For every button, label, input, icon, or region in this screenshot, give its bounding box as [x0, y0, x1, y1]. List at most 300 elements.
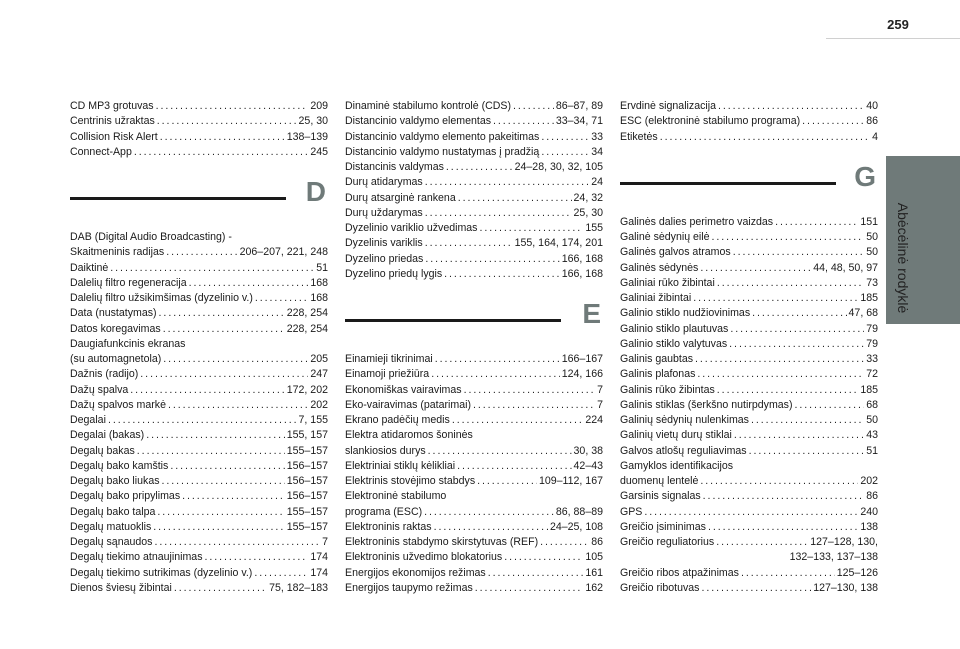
- leader-dots: [660, 130, 870, 145]
- index-entry: [70, 145, 328, 160]
- index-pages: 127–128, 130,: [810, 536, 878, 548]
- index-pages: 166, 168: [561, 252, 603, 265]
- section-rule: [70, 197, 286, 200]
- index-term: Dinaminė stabilumo kontrolė (CDS): [345, 100, 512, 112]
- leader-dots: [255, 291, 308, 306]
- index-term: Dyzelinio variklio užvedimas: [345, 222, 478, 234]
- index-pages: 24, 32: [573, 191, 603, 204]
- index-pages: 42–43: [573, 459, 603, 472]
- index-entry: [70, 306, 328, 321]
- index-pages: 51: [316, 261, 328, 274]
- index-pages: 86: [866, 490, 878, 503]
- index-entry: [70, 276, 328, 291]
- side-tab-label: Abėcėlinė rodyklė: [895, 202, 911, 314]
- index-term: duomenų lentelė: [620, 475, 699, 487]
- index-pages: 247: [310, 368, 328, 381]
- index-term: Galinio stiklo nudžiovinimas: [620, 307, 751, 320]
- leader-dots: [425, 236, 513, 251]
- index-term: Degalų sąnaudos: [70, 536, 153, 548]
- leader-dots: [189, 276, 309, 291]
- index-entry: [620, 444, 878, 459]
- index-pages: 7: [597, 383, 603, 396]
- index-entry: [70, 535, 328, 550]
- leader-dots: [477, 474, 537, 489]
- index-term: Galiniai rūko žibintai: [620, 276, 715, 289]
- index-pages: 44, 48, 50, 97: [813, 261, 878, 274]
- index-term: Dažnis (radijo): [70, 368, 139, 381]
- index-term: Energijos taupymo režimas: [345, 581, 473, 594]
- index-term: Galinės galvos atramos: [620, 246, 731, 259]
- index-pages: 24: [591, 176, 603, 189]
- index-entry: [345, 99, 603, 114]
- leader-dots: [716, 535, 808, 550]
- index-entry: [345, 252, 603, 267]
- leader-dots: [541, 130, 589, 145]
- index-term: Dažų spalva: [70, 383, 129, 396]
- index-entry-line: Daugiafunkcinis ekranas: [70, 337, 186, 350]
- index-entry: [620, 306, 878, 321]
- index-pages: 125–126: [836, 566, 878, 579]
- index-pages: 168: [310, 292, 328, 304]
- section-header: [620, 145, 878, 215]
- index-term: Distancinio valdymo elemento pakeitimas: [345, 130, 540, 143]
- index-column-1: [70, 99, 328, 596]
- index-term: Degalų bako liukas: [70, 475, 160, 487]
- index-entry: [70, 550, 328, 565]
- index-pages: 7: [597, 398, 603, 411]
- index-entry: [345, 236, 603, 251]
- index-pages: 166–167: [561, 353, 603, 365]
- index-pages: 155, 157: [286, 429, 328, 442]
- index-entry: [345, 191, 603, 206]
- index-entry: [620, 428, 878, 443]
- leader-dots: [428, 444, 572, 459]
- index-pages: 174: [310, 566, 328, 579]
- index-pages: 50: [866, 246, 878, 259]
- index-term: Durų atsarginė rankena: [345, 191, 456, 204]
- index-term: Etiketės: [620, 130, 658, 143]
- index-term: Degalų matuoklis: [70, 520, 152, 533]
- index-entry: [345, 352, 603, 367]
- index-entry: [620, 230, 878, 245]
- index-entry: [345, 130, 603, 145]
- index-pages: 72: [866, 368, 878, 381]
- leader-dots: [130, 383, 284, 398]
- section-letter: D: [305, 176, 326, 207]
- index-entry: [620, 245, 878, 260]
- leader-dots: [493, 114, 554, 129]
- index-entry: [620, 520, 878, 535]
- index-pages: 24–25, 108: [549, 520, 603, 533]
- index-entry: [345, 145, 603, 160]
- index-entry: [620, 114, 878, 129]
- index-term: Durų uždarymas: [345, 206, 423, 219]
- index-pages: 168: [310, 276, 328, 289]
- leader-dots: [700, 474, 858, 489]
- index-entry: [70, 413, 328, 428]
- index-term: Einamoji priežiūra: [345, 368, 430, 381]
- index-pages: 86–87, 89: [555, 100, 603, 112]
- index-entry: [70, 261, 328, 276]
- index-entry: [620, 367, 878, 382]
- index-term: Ekonomiškas vairavimas: [345, 383, 462, 396]
- index-entry: [345, 535, 603, 550]
- index-entry: [70, 322, 328, 337]
- index-entry: [620, 581, 878, 596]
- index-entry: [620, 383, 878, 398]
- index-pages: 166, 168: [561, 267, 603, 280]
- leader-dots: [795, 398, 865, 413]
- index-entry: [70, 520, 328, 535]
- leader-dots: [163, 352, 308, 367]
- index-entry: [620, 474, 878, 489]
- index-entry: [345, 581, 603, 596]
- index-entry: [345, 160, 603, 175]
- index-term: Greičio ribotuvas: [620, 581, 700, 594]
- index-entry: [70, 581, 328, 596]
- index-entry: [345, 474, 603, 489]
- leader-dots: [174, 581, 267, 596]
- index-term: Degalai (bakas): [70, 429, 145, 442]
- index-pages: 224: [585, 414, 603, 426]
- leader-dots: [157, 114, 297, 129]
- index-entry: [345, 267, 603, 282]
- leader-dots: [733, 245, 865, 260]
- leader-dots: [435, 352, 560, 367]
- index-entry: [70, 474, 328, 489]
- section-letter: E: [582, 298, 601, 329]
- index-term: Galinis stiklas (šerkšno nutirpdymas): [620, 398, 793, 411]
- leader-dots: [425, 206, 572, 221]
- index-entry: [70, 489, 328, 504]
- index-entry: [345, 206, 603, 221]
- index-pages: 155–157: [286, 444, 328, 457]
- leader-dots: [712, 230, 865, 245]
- leader-dots: [802, 114, 864, 129]
- index-term: Elektrinis stovėjimo stabdys: [345, 475, 476, 487]
- index-term: Galinių sėdynių nulenkimas: [620, 414, 749, 426]
- section-rule: [345, 319, 561, 322]
- leader-dots: [162, 474, 285, 489]
- index-term: Garsinis signalas: [620, 490, 701, 503]
- leader-dots: [140, 367, 308, 382]
- index-term: Galinis plafonas: [620, 368, 696, 381]
- leader-dots: [425, 175, 589, 190]
- index-pages: 202: [310, 398, 328, 411]
- index-pages: 105: [585, 551, 603, 564]
- index-pages: 7, 155: [298, 414, 328, 426]
- leader-dots: [488, 566, 584, 581]
- index-term: Elektroninis užvedimo blokatorius: [345, 551, 503, 564]
- index-term: ESC (elektroninė stabilumo programa): [620, 115, 801, 128]
- index-pages: 33–34, 71: [555, 115, 603, 128]
- index-entry: [345, 413, 603, 428]
- leader-dots: [513, 99, 554, 114]
- leader-dots: [444, 267, 560, 282]
- leader-dots: [446, 160, 513, 175]
- leader-dots: [254, 566, 308, 581]
- leader-dots: [541, 145, 589, 160]
- leader-dots: [718, 99, 864, 114]
- index-term: Dalelių filtro regeneracija: [70, 276, 187, 289]
- index-term: Distancinio valdymo elementas: [345, 115, 492, 128]
- index-pages: 174: [310, 551, 328, 564]
- index-term: Galinis gaubtas: [620, 353, 694, 365]
- index-pages: 240: [860, 505, 878, 518]
- leader-dots: [749, 444, 865, 459]
- index-pages: 228, 254: [286, 307, 328, 320]
- index-pages: 205: [310, 353, 328, 365]
- index-entry: [70, 383, 328, 398]
- index-term: Galinė sėdynių eilė: [620, 231, 710, 243]
- index-entry: [345, 550, 603, 565]
- index-term: Dienos šviesų žibintai: [70, 581, 172, 594]
- index-term: programa (ESC): [345, 505, 423, 518]
- index-entry: [70, 245, 328, 260]
- index-term: Degalų bako talpa: [70, 505, 156, 518]
- leader-dots: [775, 215, 858, 230]
- index-pages: 33: [866, 353, 878, 365]
- leader-dots: [153, 520, 284, 535]
- leader-dots: [166, 245, 237, 260]
- index-term: Galiniai žibintai: [620, 292, 692, 304]
- index-entry: [70, 130, 328, 145]
- index-pages: 245: [310, 145, 328, 158]
- index-pages-continued: 132–133, 137–138: [789, 551, 878, 564]
- index-pages: 43: [866, 429, 878, 442]
- leader-dots: [700, 261, 811, 276]
- leader-dots: [146, 428, 285, 443]
- leader-dots: [182, 489, 285, 504]
- index-entry: [620, 291, 878, 306]
- index-term: Data (nustatymas): [70, 307, 157, 320]
- index-entry: [70, 459, 328, 474]
- leader-dots: [156, 99, 309, 114]
- index-term: Galinės sėdynės: [620, 261, 699, 274]
- index-entry: [345, 505, 603, 520]
- index-entry-line: Elektroninė stabilumo: [345, 490, 447, 503]
- leader-dots: [473, 398, 595, 413]
- index-pages: 162: [585, 581, 603, 594]
- index-term: Dyzelino priedas: [345, 252, 424, 265]
- index-term: Galinių vietų durų stiklai: [620, 429, 732, 442]
- index-term: Greičio ribos atpažinimas: [620, 566, 739, 579]
- section-header: [70, 160, 328, 230]
- leader-dots: [741, 566, 835, 581]
- index-term: Galinės dalies perimetro vaizdas: [620, 215, 774, 228]
- index-term: Collision Risk Alert: [70, 130, 158, 143]
- section-letter: G: [854, 160, 876, 192]
- leader-dots: [475, 581, 584, 596]
- index-pages: 50: [866, 414, 878, 426]
- index-entry: [620, 130, 878, 145]
- index-entry: [345, 221, 603, 236]
- index-term: (su automagnetola): [70, 353, 162, 365]
- index-term: Degalų bako pripylimas: [70, 490, 181, 503]
- index-term: Energijos ekonomijos režimas: [345, 566, 486, 579]
- index-term: Dalelių filtro užsikimšimas (dyzelinio v.): [70, 292, 253, 304]
- leader-dots: [695, 352, 864, 367]
- index-entry: [620, 535, 878, 550]
- leader-dots: [701, 581, 811, 596]
- index-pages: 209: [310, 100, 328, 112]
- index-entry: [345, 444, 603, 459]
- index-entry: [345, 114, 603, 129]
- index-term: CD MP3 grotuvas: [70, 100, 154, 112]
- leader-dots: [170, 459, 284, 474]
- index-entry: [70, 367, 328, 382]
- index-pages: 79: [866, 322, 878, 335]
- leader-dots: [644, 505, 858, 520]
- index-term: Degalų bakas: [70, 444, 135, 457]
- leader-dots: [137, 444, 285, 459]
- index-entry: [620, 489, 878, 504]
- index-entry: [620, 276, 878, 291]
- index-pages: 51: [866, 444, 878, 457]
- leader-dots: [452, 413, 583, 428]
- index-entry: [70, 566, 328, 581]
- index-pages: 161: [585, 566, 603, 579]
- index-term: Centrinis užraktas: [70, 115, 155, 128]
- index-term: Greičio įsiminimas: [620, 520, 706, 533]
- leader-dots: [734, 428, 864, 443]
- leader-dots: [160, 130, 285, 145]
- index-pages: 156–157: [286, 475, 328, 487]
- index-pages: 40: [866, 100, 878, 112]
- index-pages: 124, 166: [561, 368, 603, 381]
- leader-dots: [431, 367, 560, 382]
- leader-dots: [205, 550, 309, 565]
- index-column-2: [345, 99, 603, 596]
- index-term: Ervdinė signalizacija: [620, 100, 716, 112]
- index-entry: [70, 352, 328, 367]
- index-entry: [345, 383, 603, 398]
- index-pages: 86: [591, 536, 603, 548]
- leader-dots: [168, 398, 308, 413]
- index-pages: 202: [860, 475, 878, 487]
- leader-dots: [504, 550, 583, 565]
- index-column-3: [620, 99, 878, 596]
- index-pages: 151: [860, 215, 878, 228]
- index-pages: 79: [866, 337, 878, 350]
- index-entry: [70, 428, 328, 443]
- index-pages: 228, 254: [286, 322, 328, 335]
- leader-dots: [479, 221, 583, 236]
- index-entry: [620, 398, 878, 413]
- leader-dots: [729, 337, 864, 352]
- index-term: Elektroninis stabdymo skirstytuvas (REF): [345, 536, 539, 548]
- index-pages: 86: [866, 115, 878, 128]
- index-pages: 138–139: [286, 130, 328, 143]
- index-pages: 24–28, 30, 32, 105: [514, 161, 603, 173]
- index-entry: [620, 261, 878, 276]
- leader-dots: [434, 520, 548, 535]
- index-entry: [620, 322, 878, 337]
- index-pages: 33: [591, 130, 603, 143]
- index-pages: 25, 30: [573, 206, 603, 219]
- index-pages: 109–112, 167: [538, 475, 603, 487]
- index-entry: [345, 459, 603, 474]
- leader-dots: [108, 413, 297, 428]
- index-entry: [345, 520, 603, 535]
- index-term: Greičio reguliatorius: [620, 536, 715, 548]
- leader-dots: [134, 145, 308, 160]
- index-term: Dyzelinis variklis: [345, 237, 423, 250]
- leader-dots: [730, 322, 864, 337]
- section-header: [345, 282, 603, 352]
- index-entry: [70, 444, 328, 459]
- leader-dots: [708, 520, 858, 535]
- index-pages: 75, 182–183: [269, 581, 328, 594]
- index-term: Galvos atlošų reguliavimas: [620, 444, 747, 457]
- index-entry: [620, 505, 878, 520]
- leader-dots: [703, 489, 865, 504]
- index-pages: 25, 30: [298, 115, 328, 128]
- index-pages: 127–130, 138: [813, 581, 878, 594]
- leader-dots: [717, 383, 859, 398]
- index-entry: [620, 215, 878, 230]
- index-pages: 47, 68: [848, 307, 878, 320]
- index-pages: 7: [322, 536, 328, 548]
- index-term: Elektroninis raktas: [345, 520, 432, 533]
- header-rule: [826, 38, 960, 39]
- leader-dots: [163, 322, 285, 337]
- leader-dots: [157, 505, 284, 520]
- index-term: Datos koregavimas: [70, 322, 161, 335]
- index-term: Distancinio valdymo nustatymas į pradžią: [345, 145, 540, 158]
- leader-dots: [464, 383, 596, 398]
- index-entry: [70, 398, 328, 413]
- index-pages: 155–157: [286, 505, 328, 518]
- leader-dots: [457, 459, 571, 474]
- index-term: Daiktinė: [70, 261, 109, 274]
- index-term: Dyzelino priedų lygis: [345, 267, 443, 280]
- index-entry: [345, 367, 603, 382]
- index-term: Durų atidarymas: [345, 176, 423, 189]
- leader-dots: [717, 276, 864, 291]
- index-pages: 4: [872, 130, 878, 143]
- index-term: Degalų tiekimo atnaujinimas: [70, 551, 203, 564]
- leader-dots: [110, 261, 314, 276]
- page-number: 259: [887, 17, 909, 32]
- index-pages: 86, 88–89: [555, 505, 603, 518]
- index-term: Ekrano padėčių medis: [345, 414, 450, 426]
- index-pages: 50: [866, 231, 878, 243]
- index-term: Connect-App: [70, 145, 132, 158]
- section-rule: [620, 182, 836, 185]
- leader-dots: [693, 291, 858, 306]
- index-entry: [70, 291, 328, 306]
- index-pages: 156–157: [286, 459, 328, 472]
- index-pages: 155–157: [286, 520, 328, 533]
- index-term: Skaitmeninis radijas: [70, 246, 165, 259]
- index-term: Einamieji tikrinimai: [345, 353, 433, 365]
- index-pages: 156–157: [286, 490, 328, 503]
- index-term: Dažų spalvos markė: [70, 398, 166, 411]
- leader-dots: [697, 367, 864, 382]
- leader-dots: [424, 505, 554, 520]
- index-pages: 185: [860, 383, 878, 396]
- leader-dots: [540, 535, 589, 550]
- index-entry-line: Gamyklos identifikacijos: [620, 459, 734, 472]
- index-entry-line: DAB (Digital Audio Broadcasting) -: [70, 231, 232, 243]
- index-pages: 155, 164, 174, 201: [514, 237, 603, 250]
- index-pages: 155: [585, 222, 603, 234]
- index-entry: [70, 114, 328, 129]
- leader-dots: [154, 535, 320, 550]
- index-term: Elektriniai stiklų kėlikliai: [345, 459, 456, 472]
- index-entry: [620, 413, 878, 428]
